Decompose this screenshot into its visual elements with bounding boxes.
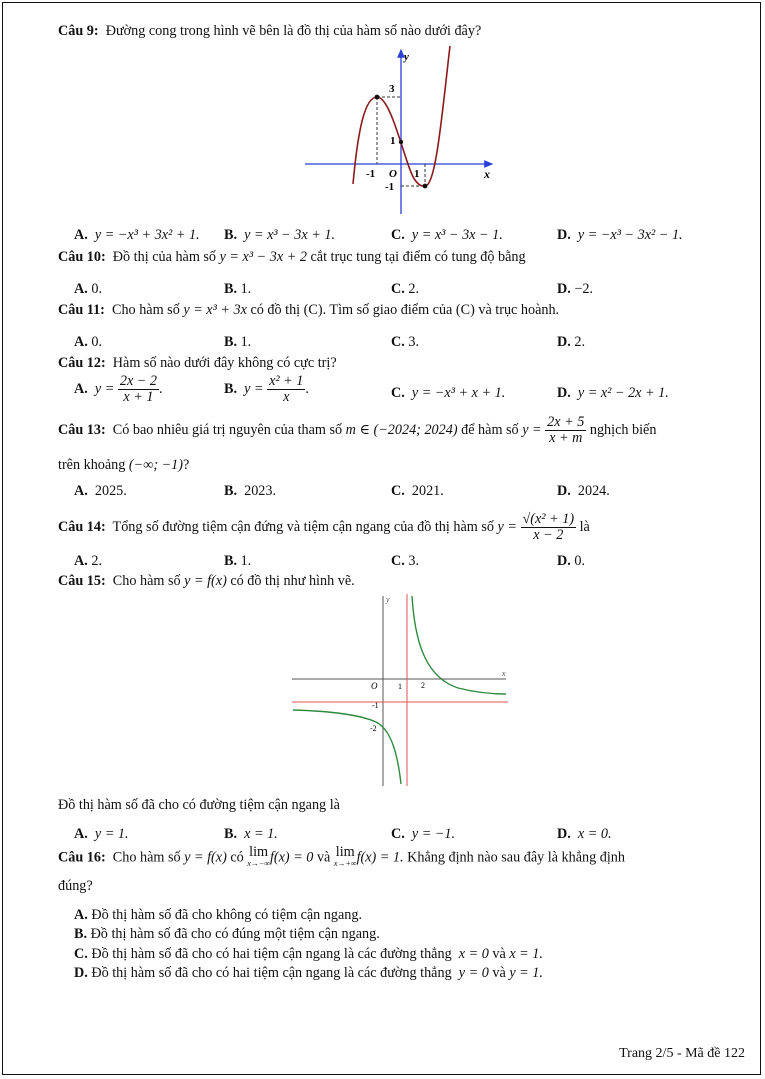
- q11-option-c[interactable]: C. 3.: [391, 334, 419, 350]
- q10-option-d[interactable]: D. −2.: [557, 281, 593, 297]
- question-13: Câu 13: Có bao nhiêu giá trị nguyên của tham số m ∈ (−2024; 2024) để hàm số y = $\frac{2x + 5}{x + m}$ nghịch biến: [58, 414, 657, 446]
- q12-option-d[interactable]: D. y = x² − 2x + 1.: [557, 385, 669, 401]
- svg-text:1: 1: [398, 682, 402, 691]
- q13-option-d[interactable]: D. 2024.: [557, 483, 610, 499]
- question-10: Câu 10: Đồ thị của hàm số y = x³ − 3x + 2 cắt trục tung tại điểm có tung độ bằng: [58, 249, 526, 265]
- q14-option-b[interactable]: B. 1.: [224, 553, 252, 569]
- q15-curve-left: [293, 710, 401, 784]
- q10-option-a[interactable]: A. 0.: [74, 281, 102, 297]
- q13-option-c[interactable]: C. 2021.: [391, 483, 444, 499]
- question-11: Câu 11: Cho hàm số y = x³ + 3x có đồ thị (C). Tìm số giao điểm của (C) và trục hoành.: [58, 302, 560, 318]
- svg-text:-1: -1: [366, 168, 376, 180]
- question-12: Câu 12: Hàm số nào dưới đây không có cực trị?: [58, 355, 337, 371]
- q16-option-c[interactable]: C. Đồ thị hàm số đã cho có hai tiệm cận ngang là các đường thẳng x = 0 và x = 1.: [74, 946, 543, 962]
- q9-x-label: x: [484, 167, 490, 181]
- q14-option-d[interactable]: D. 0.: [557, 553, 585, 569]
- svg-text:x: x: [502, 669, 506, 678]
- question-16-line2: đúng?: [58, 878, 93, 894]
- svg-text:-2: -2: [370, 724, 377, 733]
- svg-text:O: O: [371, 681, 378, 691]
- q12-option-c[interactable]: C. y = −x³ + x + 1.: [391, 385, 506, 401]
- q14-option-c[interactable]: C. 3.: [391, 553, 419, 569]
- q12-option-a[interactable]: A. y = $\frac{2x - 2}{x + 1}$ .: [74, 373, 163, 405]
- q9-graph: [300, 44, 500, 216]
- q11-option-b[interactable]: B. 1.: [224, 334, 252, 350]
- q15-option-c[interactable]: C. y = −1.: [391, 826, 456, 842]
- q15-graph: [288, 592, 512, 788]
- svg-text:3: 3: [389, 83, 395, 95]
- q13-option-b[interactable]: B. 2023.: [224, 483, 277, 499]
- q14-option-a[interactable]: A. 2.: [74, 553, 102, 569]
- question-13-line2: trên khoảng (−∞; −1)?: [58, 457, 190, 473]
- question-15: Câu 15: Cho hàm số y = f(x) có đồ thị như hình vẽ.: [58, 573, 355, 589]
- svg-text:-1: -1: [385, 181, 395, 193]
- svg-text:y: y: [386, 595, 390, 604]
- question-16: Câu 16: Cho hàm số y = f(x) có lim x→−∞ f(x) = 0 và lim x→+∞ f(x) = 1. Khẳng định nào sau đây là khẳng định: [58, 844, 625, 868]
- q9-y-label: y: [404, 51, 409, 63]
- q10-option-b[interactable]: B. 1.: [224, 281, 252, 297]
- svg-text:2: 2: [421, 681, 425, 690]
- question-15-prompt: Đồ thị hàm số đã cho có đường tiệm cận ngang là: [58, 797, 340, 813]
- page-footer: Trang 2/5 - Mã đề 122: [619, 1046, 745, 1061]
- q16-option-d[interactable]: D. Đồ thị hàm số đã cho có hai tiệm cận ngang là các đường thẳng y = 0 và y = 1.: [74, 965, 543, 981]
- q9-option-a[interactable]: A. y = −x³ + 3x² + 1.: [74, 227, 200, 243]
- q12-option-b[interactable]: B. y = $\frac{\text{x² + 1}}{x}$ .: [224, 373, 309, 405]
- q15-option-b[interactable]: B. x = 1.: [224, 826, 278, 842]
- q16-option-b[interactable]: B. Đồ thị hàm số đã cho có đúng một tiệm cận ngang.: [74, 926, 380, 942]
- svg-text:-1: -1: [372, 701, 379, 710]
- q11-option-a[interactable]: A. 0.: [74, 334, 102, 350]
- q15-option-d[interactable]: D. x = 0.: [557, 826, 612, 842]
- svg-text:O: O: [389, 168, 397, 180]
- q9-option-b[interactable]: B. y = x³ − 3x + 1.: [224, 227, 335, 243]
- q13-option-a[interactable]: A. 2025.: [74, 483, 127, 499]
- q9-option-d[interactable]: D. y = −x³ − 3x² − 1.: [557, 227, 683, 243]
- q10-option-c[interactable]: C. 2.: [391, 281, 419, 297]
- q11-option-d[interactable]: D. 2.: [557, 334, 585, 350]
- svg-text:1: 1: [390, 135, 396, 147]
- question-14: Câu 14: Tổng số đường tiệm cận đứng và tiệm cận ngang của đồ thị hàm số y = $\frac{\text{√(x² + 1)}}{x - 2}$ là: [58, 511, 590, 543]
- q16-option-a[interactable]: A. Đồ thị hàm số đã cho không có tiệm cận ngang.: [74, 907, 363, 923]
- question-9: Câu 9: Đường cong trong hình vẽ bên là đồ thị của hàm số nào dưới đây?: [58, 23, 482, 39]
- q15-option-a[interactable]: A. y = 1.: [74, 826, 129, 842]
- q9-option-c[interactable]: C. y = x³ − 3x − 1.: [391, 227, 503, 243]
- svg-text:1: 1: [414, 168, 420, 180]
